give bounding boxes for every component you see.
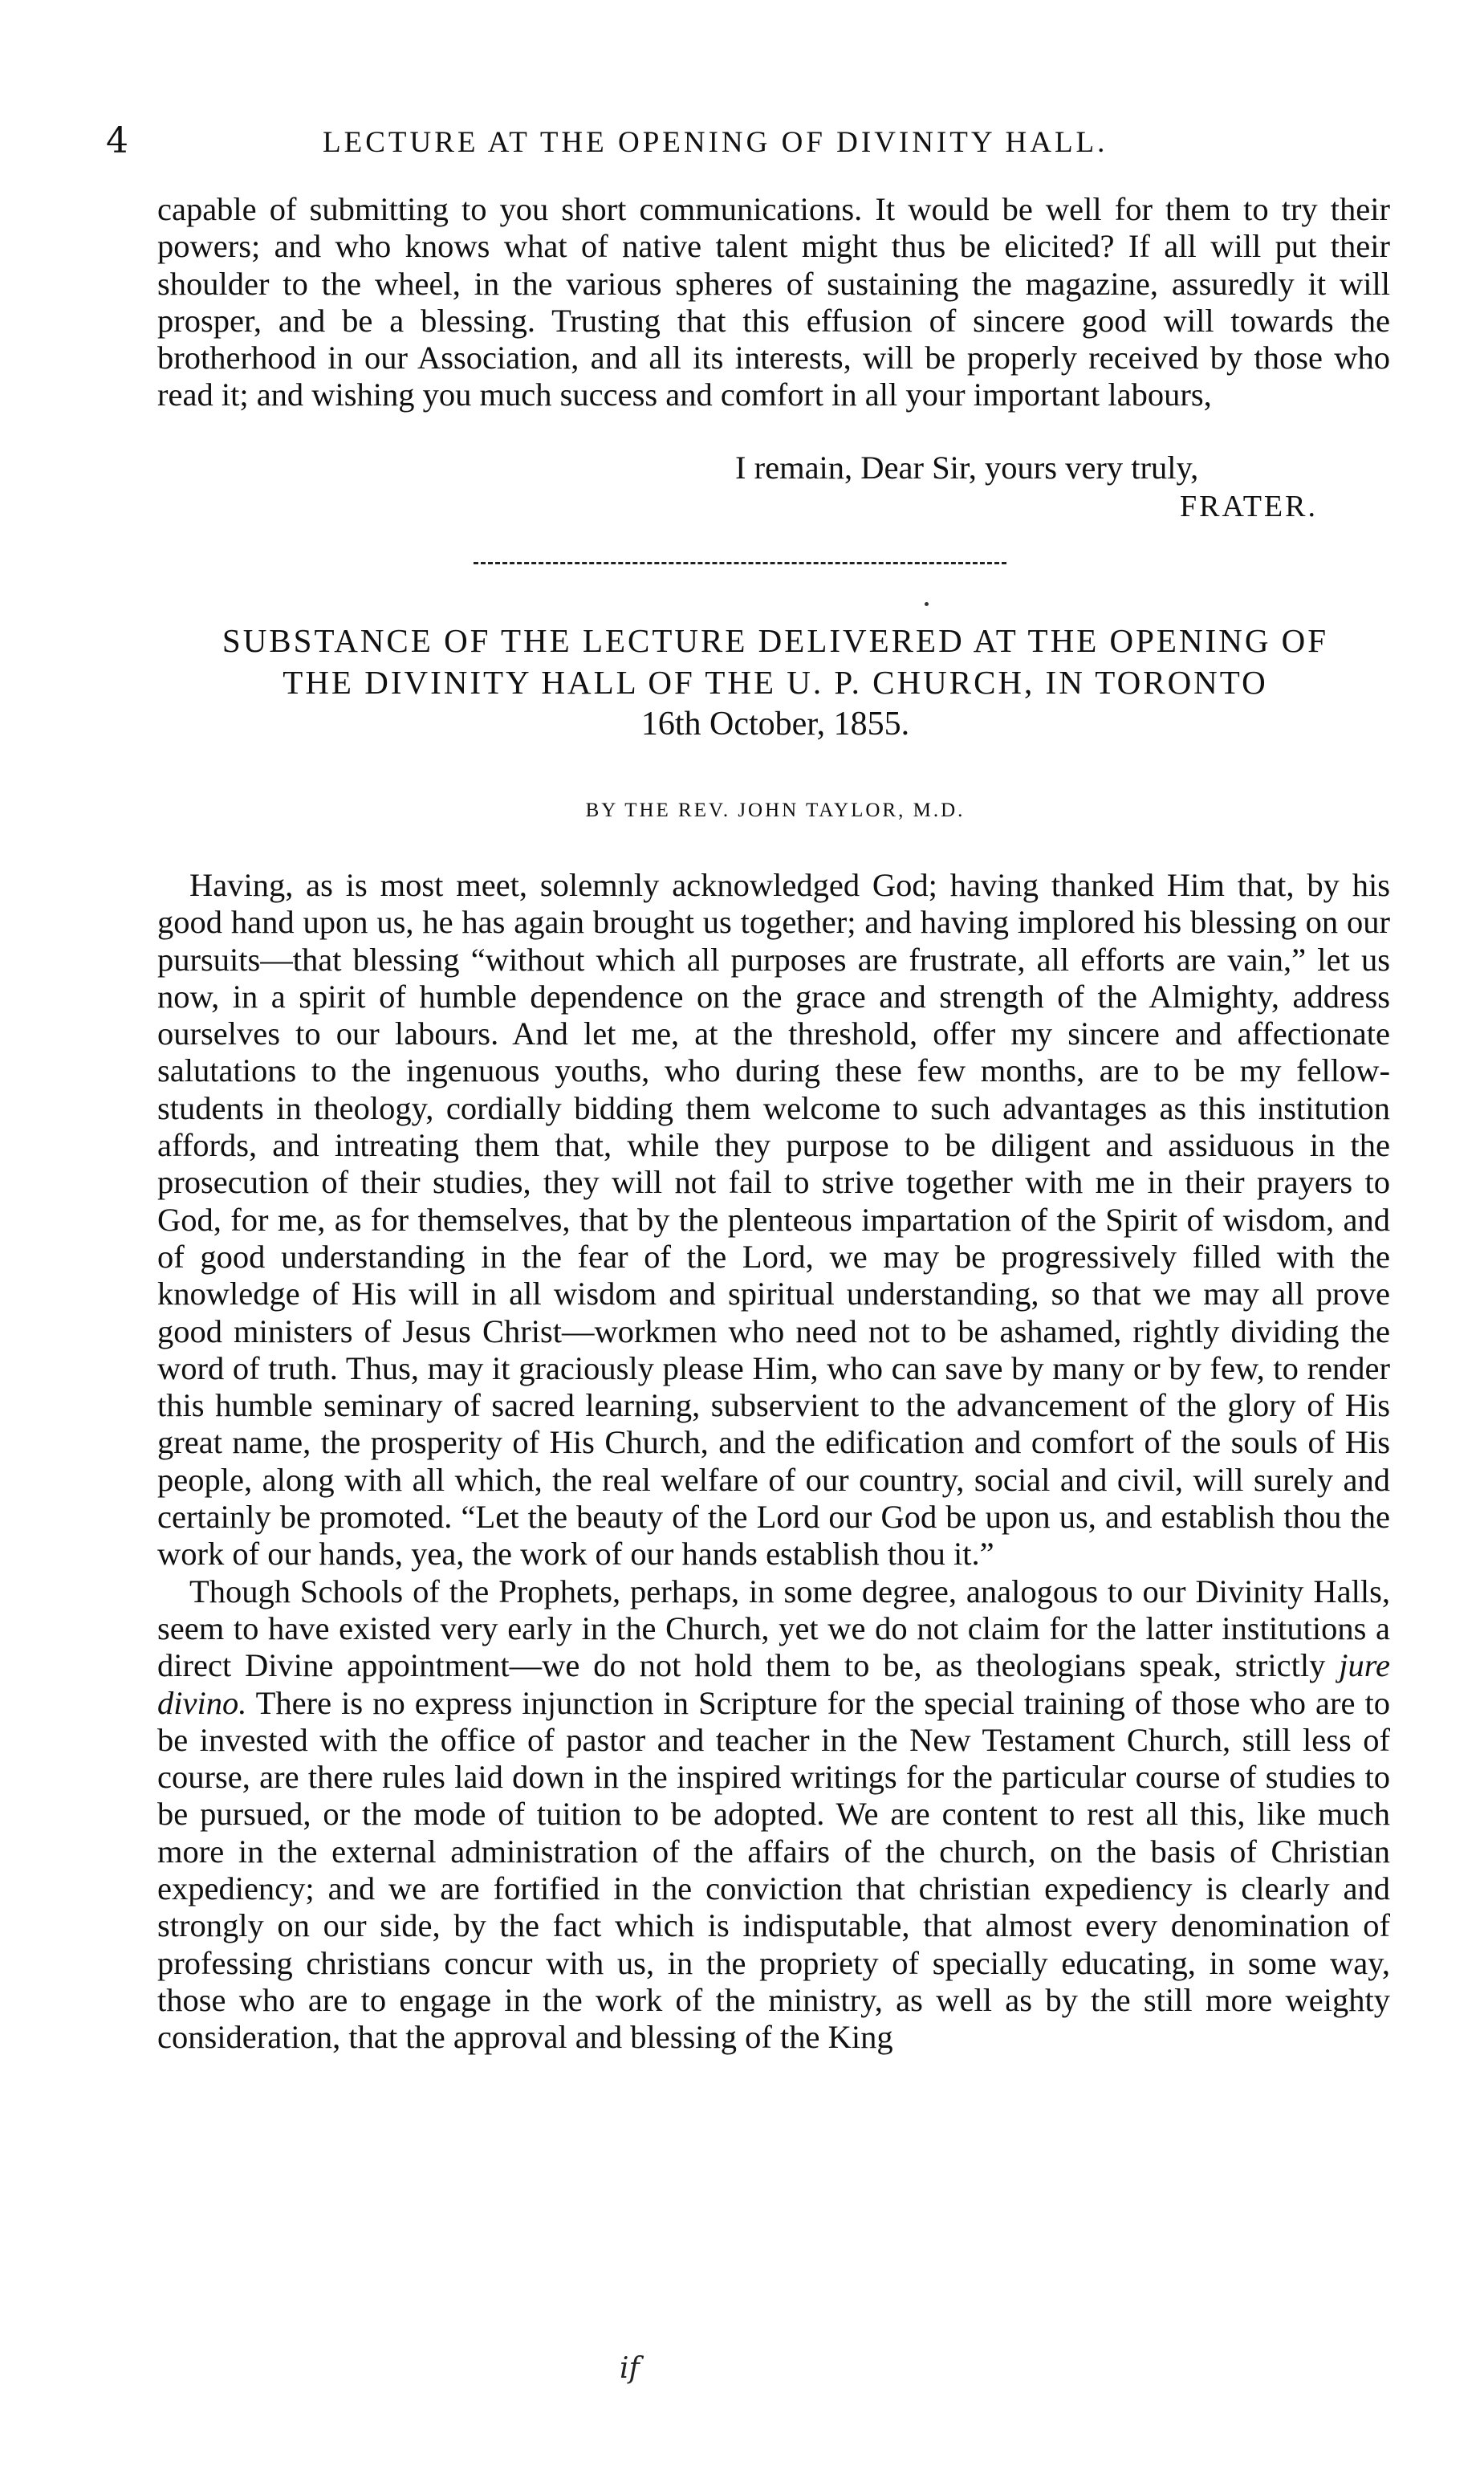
letter-body (157, 191, 1390, 414)
paragraph-2-text-end: There is no express injunction in Scripture for the special training of those who are to be invested with the office of pastor and teacher in the New Testament Church, still less of course, are there rules laid down in the inspired writings for the particular course of studies to be pursued, or the mode of tuition to be adopted. We are content to rest all this, like much more in the external administration of the affairs of the church, on the basis of Christian expediency; and we are fortified in the conviction that christian expediency is clearly and strongly on our side, by the fact which is indisputable, that almost every denomination of professing christians concur with us, in the propriety of specially educating, in some way, those who are to engage in the work of the ministry, as well as by the still more weighty consideration, that the approval and blessing of the King (157, 1684, 1390, 2056)
footer-mark: if (620, 2352, 640, 2385)
letter-paragraph: capable of submitting to you short communications. It would be well for them to try their powers; and who knows what of native talent might thus be elicited? If all will put their shoulder to the wheel, in the various spheres of sustaining the magazine, assuredly it will prosper, and be a blessing. Trusting that this effusion of sincere good will towards the brotherhood in our Association, and all its interests, will be properly received by those who read it; and wishing you much success and comfort in all your important labours, (157, 191, 1390, 413)
latin-phrase: jure divino. (157, 1647, 1390, 1721)
lecture-title (149, 620, 1401, 745)
lecture-body (157, 867, 1390, 2057)
lecture-date: 16th October, 1855. (640, 706, 910, 743)
letter-signature: FRATER. (1180, 490, 1318, 523)
divider-dot (925, 602, 929, 606)
page-number: 4 (106, 120, 128, 161)
lecture-title-line-1: SUBSTANCE OF THE LECTURE DELIVERED AT THE OPENING OF (222, 622, 1329, 659)
lecture-paragraph-1: Having, as is most meet, solemnly acknowledged God; having thanked Him that, by his good hand upon us, he has again brought us together; and having implored his blessing on our pursuits—that blessing “without which all purposes are frustrate, all efforts are vain,” let us now, in a spirit of humble dependence on the grace and strength of the Almighty, address ourselves to our labours. And let me, at the threshold, offer my sincere and affectionate salutations to the ingenuous youths, who during these few months, are to be my fellow-students in theology, cordially bidding them welcome to such advantages as this institution affords, and intreating them that, while they purpose to be diligent and assiduous in the prosecution of their studies, they will not fail to strive together with me in their prayers to God, for me, as for themselves, that by the plenteous impartation of the Spirit of wisdom, and of good understanding in the fear of the Lord, we may be progressively filled with the knowledge of His will in all wisdom and spiritual understanding, so that we may all prove good ministers of Jesus Christ—workmen who need not to be ashamed, rightly dividing the word of truth. Thus, may it graciously please Him, who can save by many or by few, to render this humble seminary of sacred learning, subservient to the advancement of the glory of His great name, the prosperity of His Church, and the edification and comfort of the souls of His people, along with all which, the real welfare of our country, social and civil, will surely and certainly be promoted. “Let the beauty of the Lord our God be upon us, and establish thou the work of our hands, yea, the work of our hands establish thou it.” (157, 867, 1390, 1573)
lecture-byline: BY THE REV. JOHN TAYLOR, M.D. (585, 800, 966, 821)
letter-closing: I remain, Dear Sir, yours very truly, (735, 450, 1199, 486)
lecture-title-line-2: THE DIVINITY HALL OF THE U. P. CHURCH, IN TORONTO (283, 664, 1268, 701)
section-divider (474, 562, 1006, 564)
paragraph-2-text-start: Though Schools of the Prophets, perhaps, in some degree, analogous to our Divinity Halls, seem to have existed very early in the Church, yet we do not claim for the latter institutions a direct Divine appointment—we do not hold them to be, as theologians speak, strictly (157, 1573, 1390, 1684)
running-title: LECTURE AT THE OPENING OF DIVINITY HALL. (323, 126, 1108, 159)
lecture-paragraph-2 (157, 1573, 1390, 2057)
running-header (106, 119, 1382, 167)
